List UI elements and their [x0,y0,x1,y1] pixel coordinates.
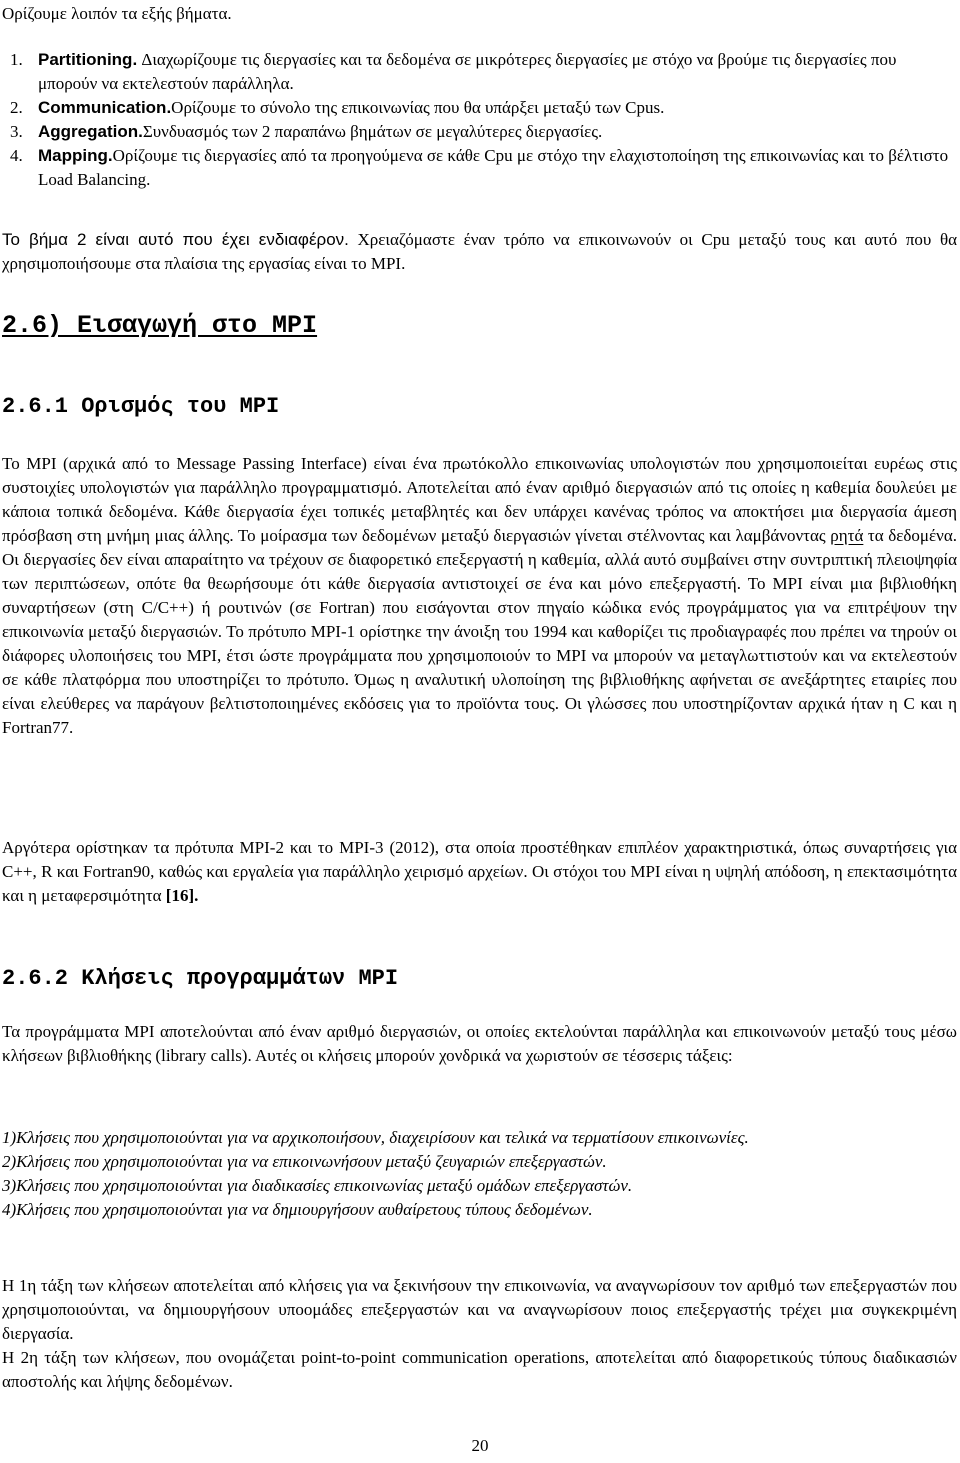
citation: [16]. [165,886,199,905]
mpi-standards-paragraph [2,836,957,908]
page-number: 20 [471,1436,489,1455]
mpi-text-part-2: τα δεδομένα. Οι διεργασίες δεν είναι απαραίτητο να τρέχουν σε διαφορετικό επεξεργαστή η καθεμία, αλλά αυτό συμβαίνει στην συντριπτική πλειοψηφία των περιπτώσεων, οπότε θα θεωρήσουμε ότι κάθε διεργασία αντιστοιχεί σε ένα και μόνο επεξεργαστή. Το MPI είναι μια βιβλιοθήκη συναρτήσεων (στη C/C++) ή ρουτινών (σε Fortran) που εισάγονται στον πηγαίο κώδικα ενός προγράμματος για να επιτρέψουν την επικοινωνία μεταξύ διεργασιών. Το πρότυπο MPI-1 ορίστηκε την άνοιξη του 1994 και καθορίζει τις προδιαγραφές που πρέπει να τηρούν οι διάφορες υλοποιήσεις του MPI, έτσι ώστε προγράμματα που χρησιμοποιούν το MPI να μπορούν να μεταγλωττιστούν και να εκτελεστούν σε κάθε πλατφόρμα που υποστηρίζει το πρότυπο. Όμως η αναλυτική υλοποίηση της βιβλιοθήκης αφήνεται σε ανεξάρτητες εταιρίες που είναι ελεύθερες να παράγουν βελτιστοποιημένες εκδόσεις για το προϊόντα τους. Οι γλώσσες που υποστηρίζονταν αρχικά ήταν η C και η Fortran77. [2,526,958,737]
list-number: 2. [10,98,23,117]
intro-text: Ορίζουμε λοιπόν τα εξής βήματα. [2,4,232,23]
step2-rest: Χρειαζόμαστε έναν τρόπο να επικοινωνούν οι Cpu μεταξύ τους και αυτό που θα χρησιμοποιήσουμε στα πλαίσια της εργασίας είναι το MPI. [2,230,957,273]
class1-paragraph: Η 1η τάξη των κλήσεων αποτελείται από κλήσεις για να ξεκινήσουν την επικοινωνία, να αναγνωρίσουν τον αριθμό των επεξεργαστών που χρησιμοποιούνται, να δημιουργήσουν υποομάδες επεξεργαστών και να αναγνωρίσουν ποιος επεξεργαστής τρέχει μια συγκεκριμένη διεργασία. [2,1276,957,1343]
section-heading-2-6-1: 2.6.1 Ορισμός του MPI [2,394,280,419]
step2-lead: Το βήμα 2 είναι αυτό που έχει ενδιαφέρον. [2,230,349,249]
step-text: Συνδυασμός των 2 παραπάνω βημάτων σε μεγαλύτερες διεργασίες. [142,122,603,141]
list-item [2,144,957,192]
step-text: Ορίζουμε τις διεργασίες από τα προηγούμενα σε κάθε Cpu με στόχο την ελαχιστοποίηση της επικοινωνίας και το βέλτιστο Load Balancing. [38,146,949,189]
list-item [2,48,957,96]
mpi-text-part-1: Το MPI (αρχικά από το Message Passing Interface) είναι ένα πρωτόκολλο επικοινωνίας υπολογιστών που χρησιμοποιείται ευρέως στις συστοιχίες υπολογιστών για παράλληλο προγραμματισμό. Αποτελείται από έναν αριθμό διεργασιών από τις οποίες η καθεμία δουλεύει με κάποια τοπικά δεδομένα. Κάθε διεργασία έχει τοπικές μεταβλητές και δεν υπάρχει κανένας τρόπος να αποκτήσει μια διεργασία άμεση πρόσβαση στη μνήμη μιας άλλης. Το μοίρασμα των δεδομένων μεταξύ διεργασιών γίνεται στέλνοντας και λαμβάνοντας [2,454,957,545]
class2-paragraph: Η 2η τάξη των κλήσεων, που ονομάζεται point-to-point communication operations, αποτελείται από διαφορετικούς τύπους διαδικασιών αποστολής και λήψης δεδομένων. [2,1348,957,1391]
list-item [2,96,957,120]
list-item [2,120,957,144]
step-term: Communication. [38,98,172,117]
list-item: 4)Κλήσεις που χρησιμοποιούνται για να δημιουργήσουν αυθαίρετους τύπους δεδομένων. [2,1200,593,1219]
list-item: 3)Κλήσεις που χρησιμοποιούνται για διαδικασίες επικοινωνίας μεταξύ ομάδων επεξεργαστών. [2,1176,633,1195]
step-text: Ορίζουμε το σύνολο της επικοινωνίας που θα υπάρξει μεταξύ των Cpus. [171,98,665,117]
list-number: 3. [10,122,23,141]
step-text: Διαχωρίζουμε τις διεργασίες και τα δεδομένα σε μικρότερες διεργασίες με στόχο να βρούμε τις διεργασίες που μπορούν να εκτελεστούν παράλληλα. [38,50,897,93]
section-heading-2-6-2: 2.6.2 Κλήσεις προγραμμάτων MPI [2,966,399,991]
list-item: 1)Κλήσεις που χρησιμοποιούνται για να αρχικοποιήσουν, διαχειρίσουν και τελικά να τερματίσουν επικοινωνίες. [2,1128,749,1147]
step-term: Aggregation. [38,122,143,141]
steps-list [2,48,957,192]
calls-paragraph: Τα προγράμματα MPI αποτελούνται από έναν αριθμό διεργασιών, οι οποίες εκτελούνται παράλληλα και επικοινωνούν μεταξύ τους μέσω κλήσεων βιβλιοθήκης (library calls). Αυτές οι κλήσεις μπορούν χονδρικά να χωριστούν σε τέσσερις τάξεις: [2,1022,957,1065]
list-number: 1. [10,50,23,69]
mpi-standards-text: Αργότερα ορίστηκαν τα πρότυπα MPI-2 και το MPI-3 (2012), στα οποία προστέθηκαν επιπλέον χαρακτηριστικά, όπως συναρτήσεις για C++, R και Fortran90, καθώς και εργαλεία για παράλληλο χειρισμό αρχείων. Οι στόχοι του MPI είναι η υψηλή απόδοση, η επεκτασιμότητα και η μεταφερσιμότητα [2,838,957,905]
list-item: 2)Κλήσεις που χρησιμοποιούνται για να επικοινωνήσουν μεταξύ ζευγαριών επεξεργαστών. [2,1152,607,1171]
mpi-definition-paragraph [2,452,957,740]
step-term: Mapping. [38,146,113,165]
section-heading-2-6: 2.6) Εισαγωγή στο MPI [2,311,318,340]
list-number: 4. [10,146,23,165]
step2-paragraph [2,228,957,276]
call-classes-list [2,1126,957,1222]
underlined-word: ρητά [830,526,864,545]
step-term: Partitioning. [38,50,138,69]
